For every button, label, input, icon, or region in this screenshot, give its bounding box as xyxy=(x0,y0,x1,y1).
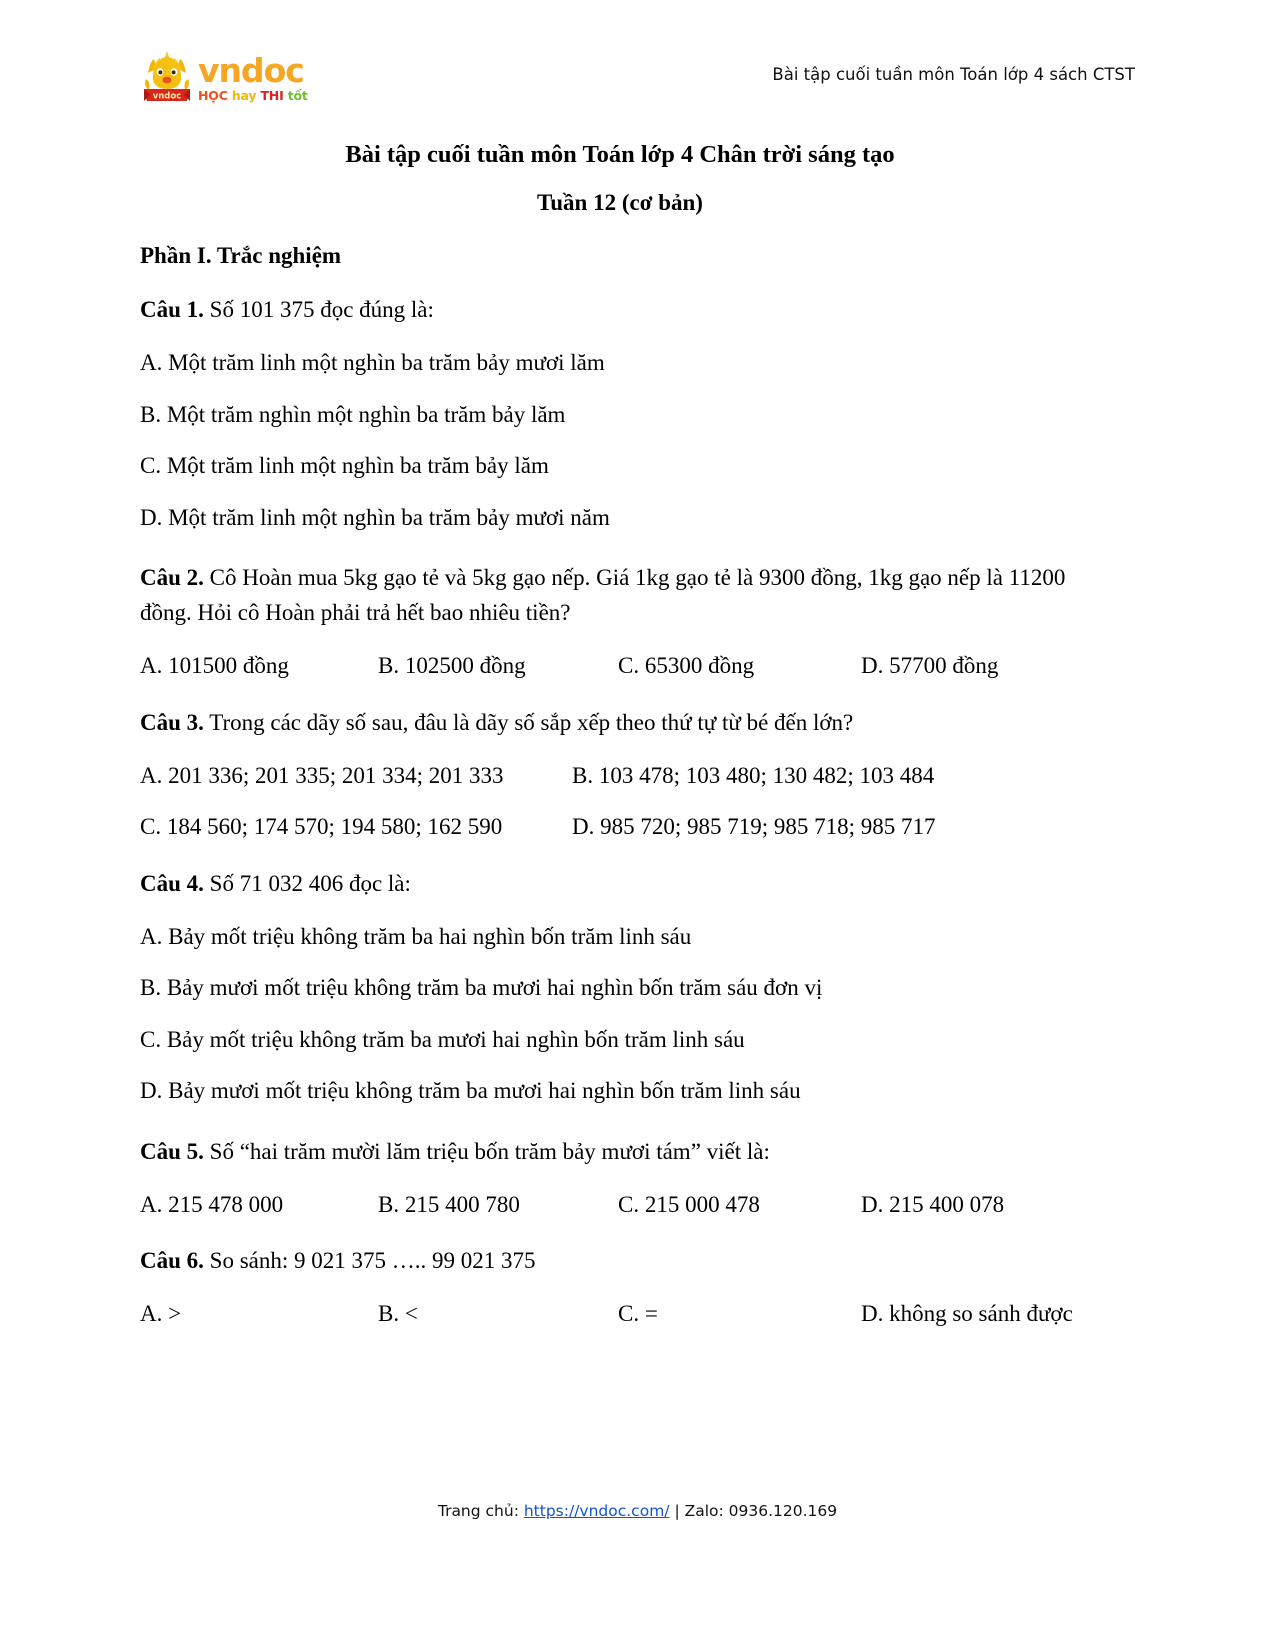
question-5-text: Số “hai trăm mười lăm triệu bốn trăm bảy mươi tám” viết là: xyxy=(203,1138,770,1164)
question-5-option-d[interactable]: D. 215 400 078 xyxy=(861,1191,1005,1217)
question-2-stem xyxy=(140,561,1100,631)
vndoc-wordmark-text: vndoc xyxy=(198,50,304,90)
question-4-option-a[interactable]: A. Bảy mốt triệu không trăm ba hai nghìn bốn trăm linh sáu xyxy=(140,923,692,949)
tagline-part-tot: tốt xyxy=(287,87,308,103)
question-6-options xyxy=(140,1297,1100,1332)
question-3-option-c[interactable]: C. 184 560; 174 570; 194 580; 162 590 xyxy=(140,814,503,840)
tagline-part-hoc: HỌC xyxy=(198,87,228,103)
question-5-option-b[interactable]: B. 215 400 780 xyxy=(378,1191,520,1217)
question-1-text: Số 101 375 đọc đúng là: xyxy=(203,297,434,323)
header-subject-note: Bài tập cuối tuần môn Toán lớp 4 sách CTST xyxy=(772,64,1135,84)
question-4-stem xyxy=(140,867,1100,902)
question-6-text: So sánh: 9 021 375 ….. 99 021 375 xyxy=(203,1248,536,1274)
tagline-part-thi: THI xyxy=(260,87,284,103)
question-6-stem xyxy=(140,1244,1100,1279)
question-4-label: Câu 4. xyxy=(140,870,204,896)
question-5-options xyxy=(140,1188,1100,1223)
document-body xyxy=(140,140,1100,1349)
question-3-text: Trong các dãy số sau, đâu là dãy số sắp xếp theo thứ tự từ bé đến lớn? xyxy=(203,709,854,735)
question-2-option-b[interactable]: B. 102500 đồng xyxy=(378,653,526,679)
question-2-label: Câu 2. xyxy=(140,565,204,591)
question-1-option-c[interactable]: C. Một trăm linh một nghìn ba trăm bảy lăm xyxy=(140,453,549,479)
vndoc-tagline xyxy=(198,89,308,103)
vndoc-logo xyxy=(140,47,308,105)
question-4-option-c[interactable]: C. Bảy mốt triệu không trăm ba mươi hai nghìn bốn trăm linh sáu xyxy=(140,1026,745,1052)
page-footer xyxy=(0,1502,1275,1520)
footer-homepage-link[interactable]: https://vndoc.com/ xyxy=(523,1502,670,1520)
question-5-stem xyxy=(140,1135,1100,1170)
question-1-stem xyxy=(140,293,1100,328)
question-6-option-c[interactable]: C. = xyxy=(618,1301,658,1327)
question-2-option-a[interactable]: A. 101500 đồng xyxy=(140,653,289,679)
question-3-option-a[interactable]: A. 201 336; 201 335; 201 334; 201 333 xyxy=(140,762,504,788)
question-2-option-c[interactable]: C. 65300 đồng xyxy=(618,653,755,679)
page-title: Bài tập cuối tuần môn Toán lớp 4 Chân trời sáng tạo xyxy=(345,141,895,168)
tagline-part-hay: hay xyxy=(231,87,257,103)
page-subtitle: Tuần 12 (cơ bản) xyxy=(537,189,703,215)
question-2-options xyxy=(140,649,1100,684)
question-4-option-d[interactable]: D. Bảy mươi mốt triệu không trăm ba mươi hai nghìn bốn trăm linh sáu xyxy=(140,1078,801,1104)
question-1-option-a[interactable]: A. Một trăm linh một nghìn ba trăm bảy mươi lăm xyxy=(140,350,605,376)
question-3-options-row-2 xyxy=(140,810,1100,845)
question-6-option-a[interactable]: A. > xyxy=(140,1301,182,1327)
question-1-option-b[interactable]: B. Một trăm nghìn một nghìn ba trăm bảy lăm xyxy=(140,401,566,427)
question-3-label: Câu 3. xyxy=(140,709,204,735)
section-heading-part-1: Phần I. Trắc nghiệm xyxy=(140,243,342,269)
page-header xyxy=(140,46,1135,106)
question-4-text: Số 71 032 406 đọc là: xyxy=(203,870,411,896)
question-2-text: Cô Hoàn mua 5kg gạo tẻ và 5kg gạo nếp. Giá 1kg gạo tẻ là 9300 đồng, 1kg gạo nếp là 11200 đồng. Hỏi cô Hoàn phải trả hết bao nhiêu tiền? xyxy=(140,565,1066,626)
question-6-label: Câu 6. xyxy=(140,1248,204,1274)
footer-suffix: | Zalo: 0936.120.169 xyxy=(669,1502,838,1520)
question-3-option-d[interactable]: D. 985 720; 985 719; 985 718; 985 717 xyxy=(572,814,936,840)
vndoc-crown-icon xyxy=(140,49,194,105)
question-5-option-c[interactable]: C. 215 000 478 xyxy=(618,1191,760,1217)
svg-text:vndoc: vndoc xyxy=(152,91,182,102)
question-1-option-d[interactable]: D. Một trăm linh một nghìn ba trăm bảy mươi năm xyxy=(140,504,610,530)
question-4-option-b[interactable]: B. Bảy mươi mốt triệu không trăm ba mươi hai nghìn bốn trăm sáu đơn vị xyxy=(140,975,823,1001)
question-3-options-row-1 xyxy=(140,759,1100,794)
question-5-label: Câu 5. xyxy=(140,1138,204,1164)
question-2-option-d[interactable]: D. 57700 đồng xyxy=(861,653,999,679)
question-6-option-d[interactable]: D. không so sánh được xyxy=(861,1301,1073,1327)
question-3-stem xyxy=(140,706,1100,741)
question-5-option-a[interactable]: A. 215 478 000 xyxy=(140,1191,284,1217)
vndoc-wordmark xyxy=(198,50,308,105)
question-1-label: Câu 1. xyxy=(140,297,204,323)
footer-prefix: Trang chủ: xyxy=(437,1502,524,1520)
question-3-option-b[interactable]: B. 103 478; 103 480; 130 482; 103 484 xyxy=(572,762,935,788)
question-6-option-b[interactable]: B. < xyxy=(378,1301,418,1327)
